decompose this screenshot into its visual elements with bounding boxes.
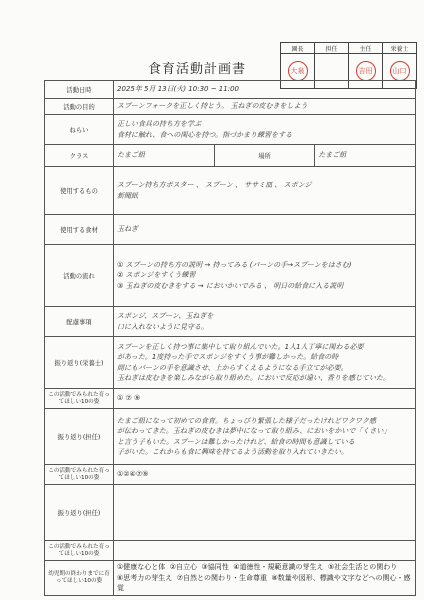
stamp-header-nutritionist: 栄養士: [383, 43, 417, 54]
value-review-teacher: [114, 409, 416, 465]
value-goal: スプーンフォークを正しく持とう。 玉ねぎの皮むきをしよう: [114, 99, 416, 115]
label-goal: 活動の目的: [45, 99, 114, 115]
stamp-header-chief: 主任: [349, 43, 383, 54]
value-place: たまご組: [315, 145, 416, 167]
ten-form-item: ⑥思考力の芽生え: [117, 573, 173, 582]
ten-forms-list: [114, 561, 416, 596]
stamp-header-principal: 園長: [281, 43, 315, 54]
label-growth-3: この活動でみられた育ってほしい10の姿: [45, 541, 114, 561]
label-notes: 配慮事項: [45, 307, 114, 337]
label-growth-2: この活動でみられた育ってほしい10の姿: [45, 465, 114, 485]
notes-line: スポンジ、スプーン、玉ねぎを: [117, 312, 214, 321]
label-aim: ねらい: [45, 115, 114, 145]
notes-line: 口に入れないように見守る。: [117, 322, 208, 331]
value-growth-2: ①②④⑦⑨: [114, 465, 416, 485]
review-line: たまご組になって初めての食育。ちょっぴり緊張した様子だったけれどワクワク感: [117, 417, 376, 426]
ten-form-item: ③協同性: [201, 563, 229, 571]
value-growth-3: [114, 541, 416, 561]
value-flow: [114, 245, 416, 307]
ten-form-item: ②自立心: [169, 563, 198, 571]
value-date: 2025年 5月 13日(火) 10:30 ~ 11:00: [114, 81, 416, 99]
review-line: があった。1度持った手でスポンジをすくう事が難しかった。給食の時: [117, 353, 339, 362]
label-date: 活動日時: [45, 81, 114, 99]
review-line: 子がいた。これからも食に興味を持てるよう活動を取り入れていきたい。: [117, 447, 348, 456]
label-ten-forms: 幼児期の終わりまでに育ってほしい10の姿: [45, 561, 114, 596]
value-review-head: [114, 485, 416, 541]
label-ingredients: 使用する食材: [45, 215, 114, 245]
value-aim: [114, 115, 416, 145]
value-ingredients: 玉ねぎ: [114, 215, 416, 245]
seal-nutritionist-icon: 山口: [390, 61, 410, 81]
label-review-nutrition: 振り返り(栄養士): [45, 337, 114, 389]
review-line: と言う子もいた。スプーンは難しかったけれど、給食の時間も意識している: [117, 437, 355, 446]
materials-line: 新聞紙: [117, 191, 138, 200]
review-line: 間にもパーンの手を意識させ、上からすくえるようになる手立てが必要。: [117, 363, 348, 372]
label-materials: 使用するもの: [45, 167, 114, 215]
ten-form-item: ①健康な心と体: [117, 563, 166, 571]
value-class: たまご組: [114, 145, 215, 167]
ten-form-item: ⑧数量や図形、標識や文字などへの関心・感覚: [117, 573, 411, 592]
page-title: 食育活動計画書: [148, 62, 247, 77]
label-review-teacher: 振り返り(担任): [45, 409, 114, 465]
review-line: スプーンを正しく持つ事に集中して取り組んでいた。1人1人丁寧に関わる必要: [117, 343, 364, 352]
ten-form-item: ④道徳性・規範意識の芽生え: [233, 563, 324, 571]
aim-line: 正しい食具の持ち方を学ぶ: [117, 120, 201, 129]
flow-step: ② スポンジをすくう練習: [117, 271, 196, 280]
activity-plan-table: [44, 80, 416, 596]
review-line: 玉ねぎは皮むきを楽しみながら取り組めた。においで反応が違い、香りを感じていた。: [117, 373, 390, 382]
stamp-header-homeroom: 担任: [315, 43, 349, 54]
flow-step: ③ 玉ねぎの皮むきをする → においかいでみる 、 明日の給食に入る説明: [117, 281, 344, 290]
aim-line: 食材に触れ、食への関心を持つ。指づかまり練習をする: [117, 130, 293, 139]
materials-line: スプーン持ち方ポスター 、 スプーン 、 ササミ皿 、 スポンジ: [117, 181, 312, 190]
ten-form-item: ⑦自然との関わり・生命尊重: [176, 573, 268, 582]
label-class: クラス: [45, 145, 114, 167]
label-growth-1: この活動でみられた育ってほしい10の姿: [45, 389, 114, 409]
label-place: 場所: [214, 145, 315, 167]
label-flow: 活動の流れ: [45, 245, 114, 307]
value-review-nutrition: [114, 337, 416, 389]
value-notes: [114, 307, 416, 337]
review-line: が伝わってきた。玉ねぎの皮むきは夢中になって取り組み、においをかいで「くさい」: [117, 427, 391, 436]
ten-form-item: ⑤社会生活との関わり: [327, 563, 398, 571]
flow-step: ① スプーンの持ち方の説明 → 持ってみる (パーンの手→スプーンをはさむ): [117, 261, 352, 270]
value-materials: [114, 167, 416, 215]
label-review-head: 振り返り(担任): [45, 485, 114, 541]
seal-principal-icon: 大泉: [288, 61, 308, 81]
seal-chief-icon: 吉田: [356, 61, 376, 81]
value-growth-1: ① ⑦ ⑨: [114, 389, 416, 409]
